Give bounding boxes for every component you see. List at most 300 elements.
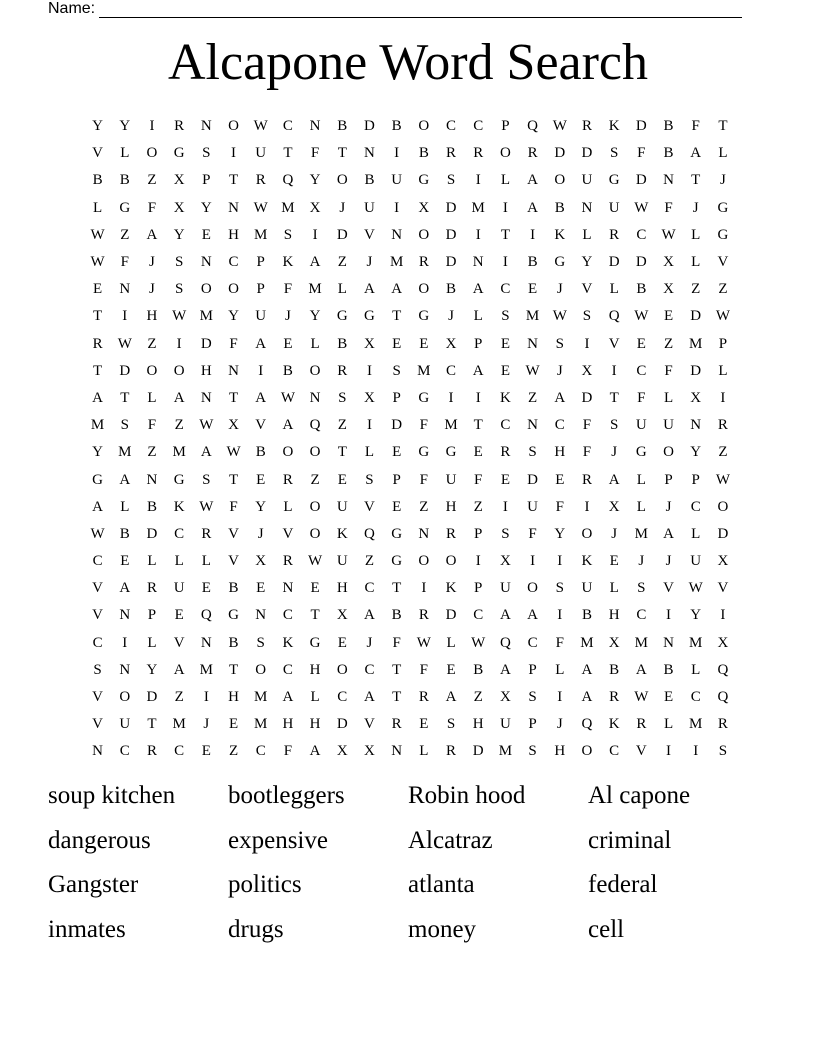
word-list-item: inmates bbox=[48, 915, 126, 943]
grid-letter: A bbox=[119, 580, 131, 597]
grid-letter: D bbox=[554, 145, 566, 162]
grid-letter: D bbox=[690, 362, 702, 379]
grid-letter: C bbox=[500, 281, 511, 298]
grid-letter: E bbox=[93, 281, 103, 298]
grid-letter: O bbox=[418, 226, 430, 243]
grid-letter: S bbox=[93, 661, 102, 678]
grid-letter: F bbox=[691, 118, 700, 135]
grid-letter: B bbox=[609, 661, 620, 678]
grid-letter: L bbox=[446, 634, 456, 651]
grid-letter: E bbox=[419, 335, 429, 352]
grid-letter: O bbox=[309, 525, 321, 542]
grid-letter: O bbox=[228, 118, 239, 135]
grid-letter: D bbox=[717, 525, 729, 542]
grid-letter: P bbox=[474, 525, 483, 542]
grid-letter: N bbox=[472, 254, 484, 271]
grid-letter: F bbox=[637, 145, 646, 162]
grid-letter: B bbox=[581, 607, 592, 624]
grid-letter: Q bbox=[527, 118, 539, 135]
grid-letter: A bbox=[255, 389, 267, 406]
grid-letter: N bbox=[255, 607, 267, 624]
grid-letter: I bbox=[475, 553, 481, 570]
grid-letter: G bbox=[391, 525, 403, 542]
grid-letter: A bbox=[445, 689, 457, 706]
grid-letter: O bbox=[717, 498, 729, 515]
grid-letter: G bbox=[364, 308, 375, 325]
grid-letter: S bbox=[528, 689, 537, 706]
grid-letter: Z bbox=[364, 553, 375, 570]
grid-letter: D bbox=[445, 254, 457, 271]
grid-letter: I bbox=[475, 226, 481, 243]
grid-letter: S bbox=[446, 716, 456, 733]
grid-letter: T bbox=[93, 308, 103, 325]
grid-letter: L bbox=[691, 254, 701, 271]
grid-letter: V bbox=[364, 498, 375, 515]
grid-letter: A bbox=[499, 661, 511, 678]
grid-letter: I bbox=[720, 607, 726, 624]
grid-letter: F bbox=[582, 444, 592, 461]
grid-letter: N bbox=[663, 634, 674, 651]
grid-letter: L bbox=[147, 389, 157, 406]
grid-letter: W bbox=[471, 634, 486, 651]
grid-letter: Y bbox=[92, 444, 104, 461]
grid-letter: G bbox=[92, 471, 104, 488]
grid-letter: U bbox=[690, 553, 702, 570]
grid-letter: P bbox=[392, 471, 401, 488]
grid-letter: B bbox=[119, 525, 130, 542]
grid-letter: C bbox=[282, 607, 293, 624]
grid-letter: B bbox=[446, 281, 457, 298]
grid-letter: C bbox=[446, 362, 457, 379]
grid-letter: R bbox=[92, 335, 103, 352]
grid-letter: H bbox=[554, 444, 566, 461]
grid-letter: N bbox=[527, 335, 539, 352]
grid-letter: O bbox=[418, 118, 430, 135]
page-title: Alcapone Word Search bbox=[167, 34, 648, 91]
grid-letter: S bbox=[202, 145, 211, 162]
grid-letter: N bbox=[391, 226, 403, 243]
grid-letter: J bbox=[692, 199, 699, 216]
grid-letter: W bbox=[226, 444, 241, 461]
name-underline[interactable] bbox=[99, 2, 742, 18]
grid-letter: K bbox=[336, 525, 348, 542]
grid-letter: C bbox=[92, 634, 103, 651]
grid-letter: P bbox=[256, 254, 265, 271]
grid-letter: U bbox=[445, 471, 457, 488]
grid-letter: S bbox=[501, 308, 510, 325]
grid-letter: P bbox=[528, 716, 537, 733]
grid-letter: Z bbox=[419, 498, 429, 515]
grid-letter: D bbox=[445, 199, 457, 216]
name-label: Name: bbox=[48, 0, 96, 17]
grid-letter: Y bbox=[309, 172, 321, 189]
grid-letter: X bbox=[663, 281, 674, 298]
grid-letter: F bbox=[637, 389, 646, 406]
grid-letter: B bbox=[473, 661, 484, 678]
grid-letter: A bbox=[92, 389, 104, 406]
grid-letter: M bbox=[417, 362, 431, 379]
grid-letter: R bbox=[581, 471, 592, 488]
name-field[interactable] bbox=[48, 0, 742, 18]
grid-letter: B bbox=[527, 254, 538, 271]
word-list bbox=[48, 776, 768, 954]
grid-letter: E bbox=[392, 498, 402, 515]
grid-letter: I bbox=[502, 498, 508, 515]
grid-letter: L bbox=[636, 471, 646, 488]
grid-letter: X bbox=[663, 254, 674, 271]
grid-letter: R bbox=[255, 172, 266, 189]
grid-letter: O bbox=[336, 661, 348, 678]
grid-letter: F bbox=[283, 743, 293, 760]
grid-letter: O bbox=[309, 444, 321, 461]
grid-letter: J bbox=[203, 716, 210, 733]
grid-letter: E bbox=[337, 471, 347, 488]
grid-letter: B bbox=[554, 199, 565, 216]
grid-letter: J bbox=[366, 254, 373, 271]
grid-letter: R bbox=[527, 145, 538, 162]
grid-letter: I bbox=[149, 118, 155, 135]
grid-letter: Y bbox=[581, 254, 593, 271]
grid-letter: A bbox=[608, 471, 620, 488]
grid-letter: C bbox=[636, 226, 647, 243]
grid-letter: H bbox=[608, 607, 620, 624]
grid-letter: O bbox=[146, 145, 158, 162]
grid-letter: I bbox=[475, 172, 481, 189]
grid-letter: O bbox=[146, 362, 158, 379]
grid-letter: L bbox=[663, 716, 674, 733]
grid-letter: P bbox=[528, 661, 537, 678]
grid-letter: X bbox=[364, 743, 375, 760]
grid-letter: C bbox=[636, 607, 647, 624]
grid-letter: Y bbox=[173, 226, 185, 243]
grid-letter: C bbox=[364, 661, 375, 678]
grid-letter: S bbox=[174, 254, 184, 271]
grid-letter: A bbox=[119, 471, 131, 488]
grid-letter: E bbox=[419, 716, 429, 733]
grid-letter: A bbox=[309, 254, 321, 271]
grid-letter: Z bbox=[174, 417, 184, 434]
grid-letter: C bbox=[282, 661, 293, 678]
grid-letter: E bbox=[446, 661, 456, 678]
grid-letter: C bbox=[609, 743, 620, 760]
grid-letter: X bbox=[418, 199, 430, 216]
grid-letter: G bbox=[418, 444, 430, 461]
grid-letter: T bbox=[228, 661, 239, 678]
grid-letter: A bbox=[282, 689, 294, 706]
grid-letter: A bbox=[173, 661, 185, 678]
grid-letter: J bbox=[556, 281, 563, 298]
grid-letter: W bbox=[117, 335, 132, 352]
grid-letter: K bbox=[554, 226, 566, 243]
grid-letter: Z bbox=[147, 172, 157, 189]
grid-letter: S bbox=[283, 226, 293, 243]
grid-letter: B bbox=[228, 580, 239, 597]
grid-letter: C bbox=[446, 118, 457, 135]
grid-letter: Q bbox=[717, 661, 729, 678]
grid-letter: G bbox=[309, 634, 321, 651]
grid-letter: H bbox=[200, 362, 212, 379]
grid-letter: M bbox=[498, 743, 513, 760]
grid-letter: F bbox=[229, 335, 238, 352]
word-list-item: criminal bbox=[588, 826, 672, 854]
grid-letter: E bbox=[201, 226, 211, 243]
grid-letter: V bbox=[228, 525, 239, 542]
grid-letter: O bbox=[499, 145, 511, 162]
grid-letter: G bbox=[635, 444, 647, 461]
grid-letter: M bbox=[172, 444, 186, 461]
grid-letter: V bbox=[255, 417, 267, 434]
grid-letter: L bbox=[609, 580, 619, 597]
grid-letter: R bbox=[581, 118, 592, 135]
grid-letter: V bbox=[92, 607, 104, 624]
word-list-item: federal bbox=[588, 871, 658, 898]
grid-letter: C bbox=[282, 118, 293, 135]
grid-letter: Z bbox=[473, 498, 483, 515]
grid-letter: T bbox=[93, 362, 103, 379]
grid-letter: G bbox=[336, 308, 348, 325]
grid-letter: N bbox=[200, 118, 212, 135]
grid-letter: N bbox=[228, 199, 239, 216]
grid-letter: W bbox=[280, 389, 295, 406]
grid-letter: T bbox=[392, 308, 402, 325]
grid-letter: R bbox=[446, 525, 457, 542]
grid-letter: E bbox=[555, 471, 565, 488]
grid-letter: S bbox=[256, 634, 265, 651]
grid-letter: F bbox=[664, 199, 673, 216]
grid-letter: S bbox=[555, 335, 564, 352]
grid-letter: S bbox=[582, 308, 592, 325]
grid-letter: I bbox=[366, 417, 372, 434]
grid-letter: S bbox=[202, 471, 211, 488]
grid-letter: C bbox=[473, 607, 484, 624]
grid-letter: N bbox=[119, 607, 131, 624]
grid-letter: U bbox=[391, 172, 403, 189]
grid-letter: L bbox=[718, 145, 728, 162]
grid-letter: Q bbox=[282, 172, 294, 189]
grid-letter: F bbox=[310, 145, 320, 162]
grid-letter: N bbox=[282, 580, 294, 597]
grid-letter: X bbox=[690, 389, 702, 406]
grid-letter: S bbox=[718, 743, 728, 760]
grid-letter: S bbox=[528, 444, 537, 461]
grid-letter: M bbox=[254, 226, 268, 243]
grid-letter: I bbox=[122, 634, 128, 651]
grid-letter: R bbox=[500, 444, 511, 461]
grid-letter: V bbox=[663, 580, 674, 597]
grid-letter: Y bbox=[92, 118, 104, 135]
grid-letter: N bbox=[581, 199, 593, 216]
grid-letter: Z bbox=[718, 444, 728, 461]
grid-letter: N bbox=[391, 743, 403, 760]
grid-letter: B bbox=[391, 607, 402, 624]
grid-letter: N bbox=[663, 172, 674, 189]
grid-letter: I bbox=[421, 580, 427, 597]
grid-letter: R bbox=[717, 716, 728, 733]
grid-letter: R bbox=[418, 254, 429, 271]
grid-letter: A bbox=[527, 199, 539, 216]
grid-letter: L bbox=[201, 553, 211, 570]
grid-letter: J bbox=[665, 553, 672, 570]
grid-letter: C bbox=[690, 498, 701, 515]
grid-letter: Z bbox=[228, 743, 239, 760]
grid-letter: K bbox=[445, 580, 457, 597]
grid-letter: S bbox=[609, 417, 619, 434]
grid-letter: U bbox=[581, 580, 593, 597]
grid-letter: B bbox=[663, 661, 674, 678]
grid-letter: E bbox=[392, 444, 402, 461]
grid-letter: R bbox=[717, 417, 728, 434]
grid-letter: J bbox=[556, 362, 563, 379]
grid-letter: N bbox=[309, 389, 321, 406]
grid-letter: R bbox=[201, 525, 212, 542]
grid-letter: B bbox=[282, 362, 293, 379]
grid-letter: T bbox=[228, 471, 239, 488]
grid-letter: V bbox=[608, 335, 620, 352]
grid-letter: H bbox=[228, 689, 239, 706]
grid-letter: B bbox=[255, 444, 266, 461]
grid-letter: A bbox=[200, 444, 212, 461]
letter-grid bbox=[84, 113, 737, 766]
grid-letter: K bbox=[608, 118, 620, 135]
grid-letter: T bbox=[228, 172, 239, 189]
grid-letter: G bbox=[173, 471, 185, 488]
grid-letter: X bbox=[717, 634, 729, 651]
grid-letter: D bbox=[690, 308, 702, 325]
grid-letter: R bbox=[146, 743, 157, 760]
grid-letter: T bbox=[392, 580, 402, 597]
grid-letter: A bbox=[92, 498, 104, 515]
grid-letter: H bbox=[228, 226, 239, 243]
grid-letter: Z bbox=[310, 471, 320, 488]
word-list-item: drugs bbox=[228, 915, 284, 943]
grid-letter: Y bbox=[690, 607, 702, 624]
grid-letter: L bbox=[120, 498, 130, 515]
grid-letter: A bbox=[364, 281, 375, 298]
grid-letter: D bbox=[472, 743, 484, 760]
grid-letter: X bbox=[364, 335, 375, 352]
grid-letter: O bbox=[309, 498, 321, 515]
grid-letter: D bbox=[146, 689, 158, 706]
grid-letter: R bbox=[609, 226, 620, 243]
grid-letter: M bbox=[580, 634, 594, 651]
word-list-item: expensive bbox=[228, 826, 328, 854]
grid-letter: I bbox=[394, 145, 400, 162]
grid-letter: J bbox=[556, 716, 563, 733]
grid-letter: L bbox=[174, 553, 184, 570]
grid-letter: B bbox=[92, 172, 103, 189]
grid-letter: F bbox=[147, 199, 157, 216]
grid-letter: G bbox=[119, 199, 131, 216]
grid-letter: L bbox=[691, 226, 701, 243]
grid-letter: L bbox=[663, 389, 674, 406]
grid-letter: X bbox=[336, 607, 348, 624]
grid-letter: F bbox=[419, 661, 429, 678]
grid-letter: T bbox=[392, 689, 402, 706]
grid-letter: A bbox=[472, 281, 484, 298]
grid-letter: A bbox=[690, 145, 702, 162]
grid-letter: U bbox=[608, 199, 620, 216]
grid-letter: Q bbox=[364, 525, 375, 542]
grid-letter: R bbox=[418, 607, 429, 624]
word-list-item: cell bbox=[588, 915, 625, 943]
grid-letter: J bbox=[149, 281, 155, 298]
grid-letter: O bbox=[173, 362, 185, 379]
grid-letter: X bbox=[717, 553, 729, 570]
grid-letter: Z bbox=[174, 689, 184, 706]
grid-letter: M bbox=[308, 281, 322, 298]
grid-letter: B bbox=[391, 118, 402, 135]
grid-letter: W bbox=[525, 362, 540, 379]
grid-letter: L bbox=[473, 308, 483, 325]
grid-letter: E bbox=[120, 553, 130, 570]
grid-letter: C bbox=[174, 525, 185, 542]
grid-letter: R bbox=[337, 362, 348, 379]
grid-letter: O bbox=[255, 661, 267, 678]
grid-letter: D bbox=[527, 471, 539, 488]
grid-letter: X bbox=[445, 335, 457, 352]
grid-letter: Q bbox=[581, 716, 593, 733]
grid-letter: W bbox=[715, 471, 730, 488]
grid-letter: L bbox=[364, 444, 375, 461]
grid-letter: O bbox=[527, 580, 539, 597]
grid-letter: V bbox=[364, 226, 375, 243]
grid-letter: B bbox=[146, 498, 157, 515]
grid-letter: F bbox=[419, 417, 429, 434]
grid-letter: M bbox=[525, 308, 540, 325]
grid-letter: J bbox=[611, 444, 618, 461]
grid-letter: R bbox=[446, 743, 457, 760]
grid-letter: M bbox=[118, 444, 132, 461]
grid-letter: X bbox=[336, 743, 348, 760]
grid-letter: D bbox=[581, 389, 593, 406]
grid-letter: L bbox=[310, 335, 320, 352]
grid-letter: L bbox=[147, 634, 157, 651]
grid-letter: M bbox=[689, 716, 703, 733]
grid-letter: U bbox=[364, 199, 375, 216]
grid-letter: N bbox=[418, 525, 430, 542]
word-list-item: Gangster bbox=[48, 871, 139, 898]
grid-letter: L bbox=[120, 145, 130, 162]
grid-letter: F bbox=[555, 634, 564, 651]
grid-letter: E bbox=[201, 580, 211, 597]
grid-letter: M bbox=[471, 199, 485, 216]
grid-letter: Z bbox=[473, 689, 483, 706]
grid-letter: Z bbox=[528, 389, 538, 406]
grid-letter: J bbox=[339, 199, 346, 216]
grid-letter: E bbox=[500, 362, 510, 379]
grid-letter: G bbox=[717, 199, 729, 216]
grid-letter: N bbox=[200, 254, 212, 271]
grid-letter: F bbox=[555, 498, 564, 515]
grid-letter: B bbox=[663, 145, 674, 162]
grid-letter: O bbox=[309, 362, 321, 379]
grid-letter: O bbox=[119, 689, 131, 706]
grid-letter: I bbox=[258, 362, 264, 379]
grid-letter: S bbox=[338, 389, 347, 406]
grid-letter: P bbox=[474, 335, 483, 352]
grid-letter: R bbox=[418, 689, 429, 706]
grid-letter: J bbox=[448, 308, 454, 325]
grid-letter: J bbox=[366, 634, 373, 651]
grid-letter: S bbox=[528, 743, 537, 760]
grid-letter: B bbox=[636, 281, 647, 298]
grid-letter: V bbox=[717, 580, 729, 597]
grid-letter: E bbox=[228, 716, 239, 733]
word-list-item: money bbox=[408, 915, 477, 943]
grid-letter: I bbox=[557, 689, 563, 706]
grid-letter: T bbox=[228, 389, 239, 406]
grid-letter: G bbox=[418, 172, 430, 189]
